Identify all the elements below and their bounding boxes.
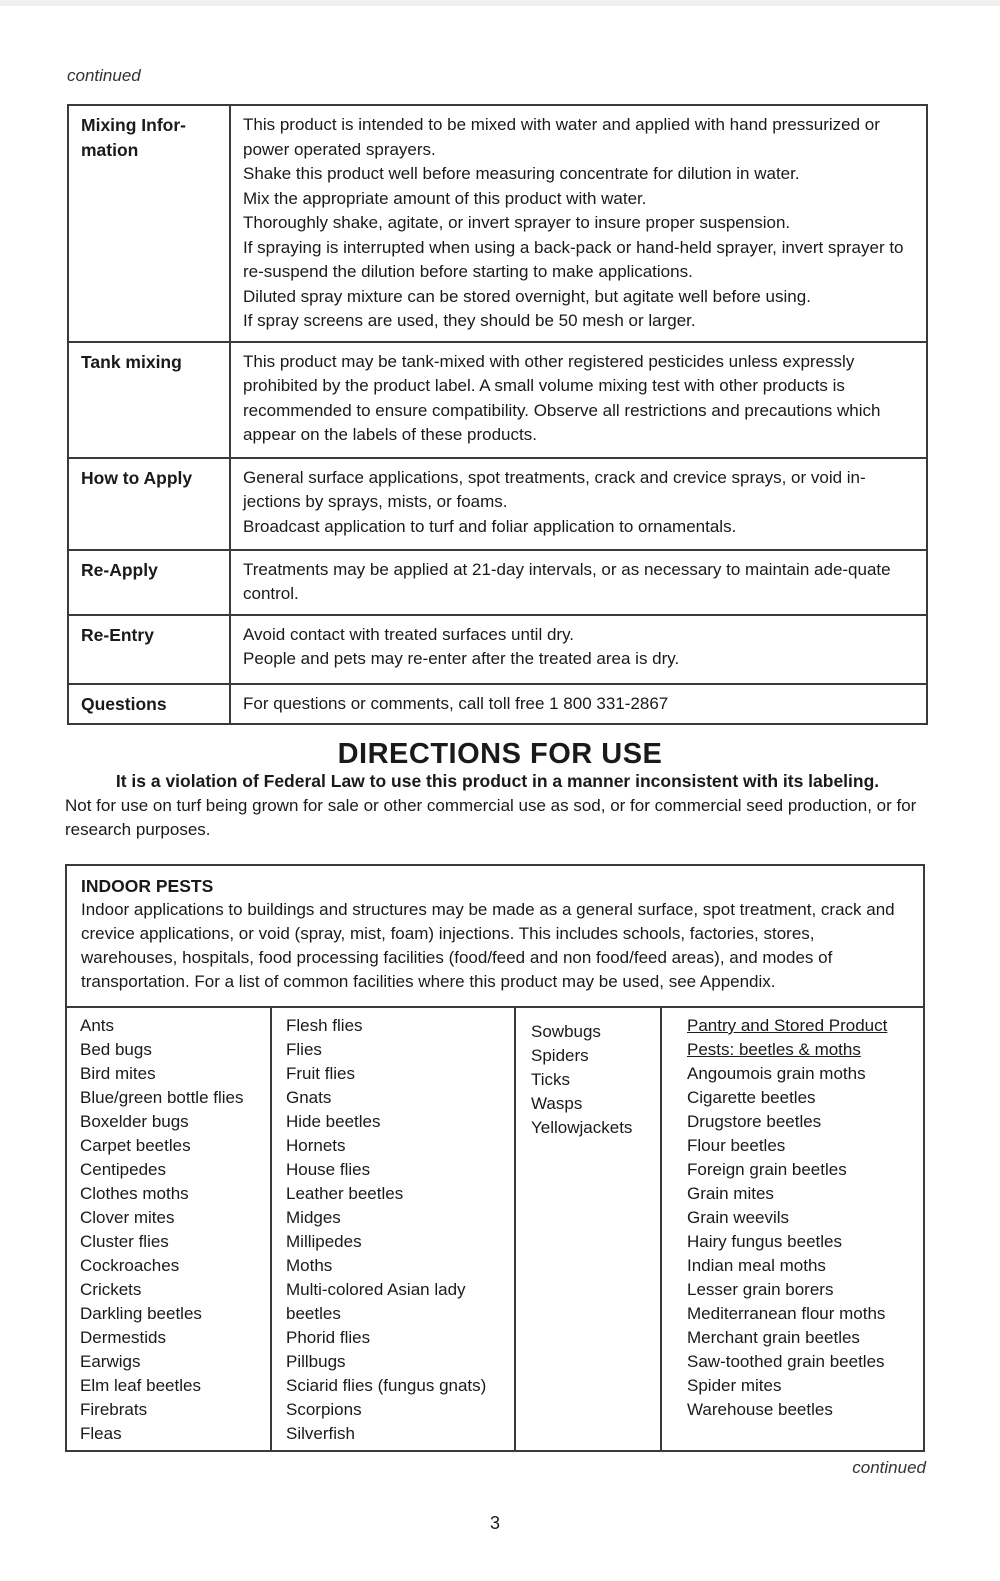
pest-item: Crickets (80, 1280, 142, 1299)
pest-item: Bird mites (80, 1064, 156, 1083)
pest-item: Phorid flies (286, 1328, 371, 1347)
page-top-edge (0, 0, 1000, 6)
info-line: Avoid contact with treated surfaces until dry. (243, 624, 575, 644)
pest-item: Scorpions (286, 1400, 362, 1419)
product-info-table (67, 104, 928, 725)
pest-item: Silverfish (286, 1424, 355, 1443)
info-line: Broadcast application to turf and foliar application to ornamentals. (243, 516, 737, 536)
info-row-label: How to Apply (68, 458, 230, 550)
info-row-label: Mixing Infor- mation (68, 105, 230, 342)
pest-item: Gnats (286, 1088, 332, 1107)
info-row (68, 105, 927, 342)
pest-item: Spider mites (687, 1376, 782, 1395)
pest-item: Darkling beetles (80, 1304, 202, 1323)
indoor-pests-description: Indoor applications to buildings and structures may be made as a general surface, spot treatment, crack and crevice applications, or void (spray, mist, foam) injections. This includes schools, factories, stores, warehouses, hospitals, food processing facilities (food/feed and non food/feed areas), and modes of transportation. For a list of common facilities where this product may be used, see Appendix. (81, 900, 895, 991)
pest-item: Saw-toothed grain beetles (687, 1352, 885, 1371)
info-row-value (230, 105, 927, 342)
pest-item: Warehouse beetles (687, 1400, 833, 1419)
pest-item: Foreign grain beetles (687, 1160, 847, 1179)
pest-item: Sowbugs (531, 1022, 601, 1041)
info-line: Mix the appropriate amount of this product with water. (243, 188, 647, 208)
info-line: Shake this product well before measuring concentrate for dilution in water. (243, 164, 800, 183)
pest-item: Clothes moths (80, 1184, 189, 1203)
pest-item: Hairy fungus beetles (687, 1232, 842, 1251)
info-row-label: Questions (68, 684, 230, 725)
indoor-pests-box (65, 864, 925, 1452)
directions-title: DIRECTIONS FOR USE (337, 738, 663, 770)
info-row (68, 342, 927, 458)
pest-column-3 (514, 1008, 660, 1450)
pest-item: Clover mites (80, 1208, 175, 1227)
info-table-body (68, 105, 927, 724)
pest-item: Merchant grain beetles (687, 1328, 860, 1347)
pest-item: Mediterranean flour moths (687, 1304, 886, 1323)
pantry-heading: Pests: beetles & moths (687, 1040, 861, 1059)
pest-item: Centipedes (80, 1160, 167, 1179)
pest-item: Sciarid flies (fungus gnats) (286, 1376, 487, 1395)
pest-item: Elm leaf beetles (80, 1376, 201, 1395)
info-line: For questions or comments, call toll free 1 800 331-2867 (243, 693, 669, 713)
info-row-label: Tank mixing (68, 342, 230, 458)
pest-item: Ticks (531, 1070, 571, 1089)
info-row-value (230, 458, 927, 550)
info-row (68, 550, 927, 615)
pest-item: beetles (286, 1304, 341, 1323)
info-row (68, 615, 927, 684)
info-row-value (230, 615, 927, 684)
info-row (68, 684, 927, 725)
pest-item: Angoumois grain moths (687, 1064, 866, 1083)
pest-item: Fleas (80, 1424, 122, 1443)
pest-item: Spiders (531, 1046, 589, 1065)
pest-item: Cluster flies (80, 1232, 169, 1251)
pest-item: Flour beetles (687, 1136, 786, 1155)
info-row-value (230, 684, 927, 725)
pest-item: Multi-colored Asian lady (286, 1280, 466, 1299)
pest-item: Flies (286, 1040, 322, 1059)
pest-item: Dermestids (80, 1328, 166, 1347)
pest-item: Wasps (531, 1094, 583, 1113)
info-line: General surface applications, spot treatments, crack and crevice sprays, or void in-jections by sprays, mists, or foams. (243, 467, 866, 511)
pest-item: Ants (80, 1016, 115, 1035)
pest-item: Flesh flies (286, 1016, 363, 1035)
pest-item: Boxelder bugs (80, 1112, 189, 1131)
pest-item: Cigarette beetles (687, 1088, 816, 1107)
indoor-pests-title: INDOOR PESTS (81, 876, 214, 896)
info-row-value (230, 550, 927, 615)
info-line: Thoroughly shake, agitate, or invert sprayer to insure proper suspension. (243, 213, 791, 232)
pest-item: Lesser grain borers (687, 1280, 834, 1299)
info-row (68, 458, 927, 550)
pest-item: Blue/green bottle flies (80, 1088, 244, 1107)
info-line: Diluted spray mixture can be stored overnight, but agitate well before using. (243, 286, 811, 306)
pest-item: Indian meal moths (687, 1256, 826, 1275)
pest-item: Carpet beetles (80, 1136, 191, 1155)
pest-item: Hide beetles (286, 1112, 381, 1131)
info-line: People and pets may re-enter after the treated area is dry. (243, 649, 680, 668)
turf-use-note: Not for use on turf being grown for sale or other commercial use as sod, or for commercial seed production, or for research purposes. (65, 796, 917, 839)
page-number: 3 (489, 1513, 500, 1533)
pest-item: House flies (286, 1160, 371, 1179)
info-line: Treatments may be applied at 21-day intervals, or as necessary to maintain ade-quate control. (243, 559, 891, 603)
pest-item: Hornets (286, 1136, 346, 1155)
info-row-value (230, 342, 927, 458)
pest-item: Millipedes (286, 1232, 362, 1251)
info-row-label: Re-Entry (68, 615, 230, 684)
pest-item: Moths (286, 1256, 333, 1275)
pantry-heading: Pantry and Stored Product (687, 1016, 888, 1035)
pest-item: Firebrats (80, 1400, 148, 1419)
pest-item: Bed bugs (80, 1040, 152, 1059)
pest-column-4 (660, 1008, 923, 1450)
indoor-pests-header (67, 866, 923, 1008)
continued-label-top: continued (67, 66, 141, 85)
pest-item: Pillbugs (286, 1352, 346, 1371)
federal-law-warning: It is a violation of Federal Law to use this product in a manner inconsistent with its labeling. (115, 771, 880, 791)
continued-label-bottom: continued (852, 1458, 926, 1477)
pest-item: Grain mites (687, 1184, 774, 1203)
pest-item: Grain weevils (687, 1208, 790, 1227)
pest-item: Earwigs (80, 1352, 141, 1371)
pest-item: Fruit flies (286, 1064, 355, 1083)
pest-item: Cockroaches (80, 1256, 180, 1275)
info-line: If spraying is interrupted when using a back-pack or hand-held sprayer, invert sprayer to re-suspend the dilution before starting to make applications. (243, 237, 904, 281)
pest-item: Midges (286, 1208, 341, 1227)
info-row-label: Re-Apply (68, 550, 230, 615)
info-line: If spray screens are used, they should be 50 mesh or larger. (243, 311, 696, 330)
pest-item: Drugstore beetles (687, 1112, 822, 1131)
pest-item: Yellowjackets (531, 1118, 633, 1137)
info-line: This product may be tank-mixed with other registered pesticides unless expressly prohibited by the product label. A small volume mixing test with other products is recommended to ensure compatibility. Observe all restrictions and precautions which appear on the labels of these products. (243, 351, 881, 444)
pest-item: Leather beetles (286, 1184, 404, 1203)
pest-column-1 (67, 1008, 270, 1450)
pest-column-2 (270, 1008, 514, 1450)
info-line: This product is intended to be mixed with water and applied with hand pressurized or power operated sprayers. (243, 115, 880, 159)
